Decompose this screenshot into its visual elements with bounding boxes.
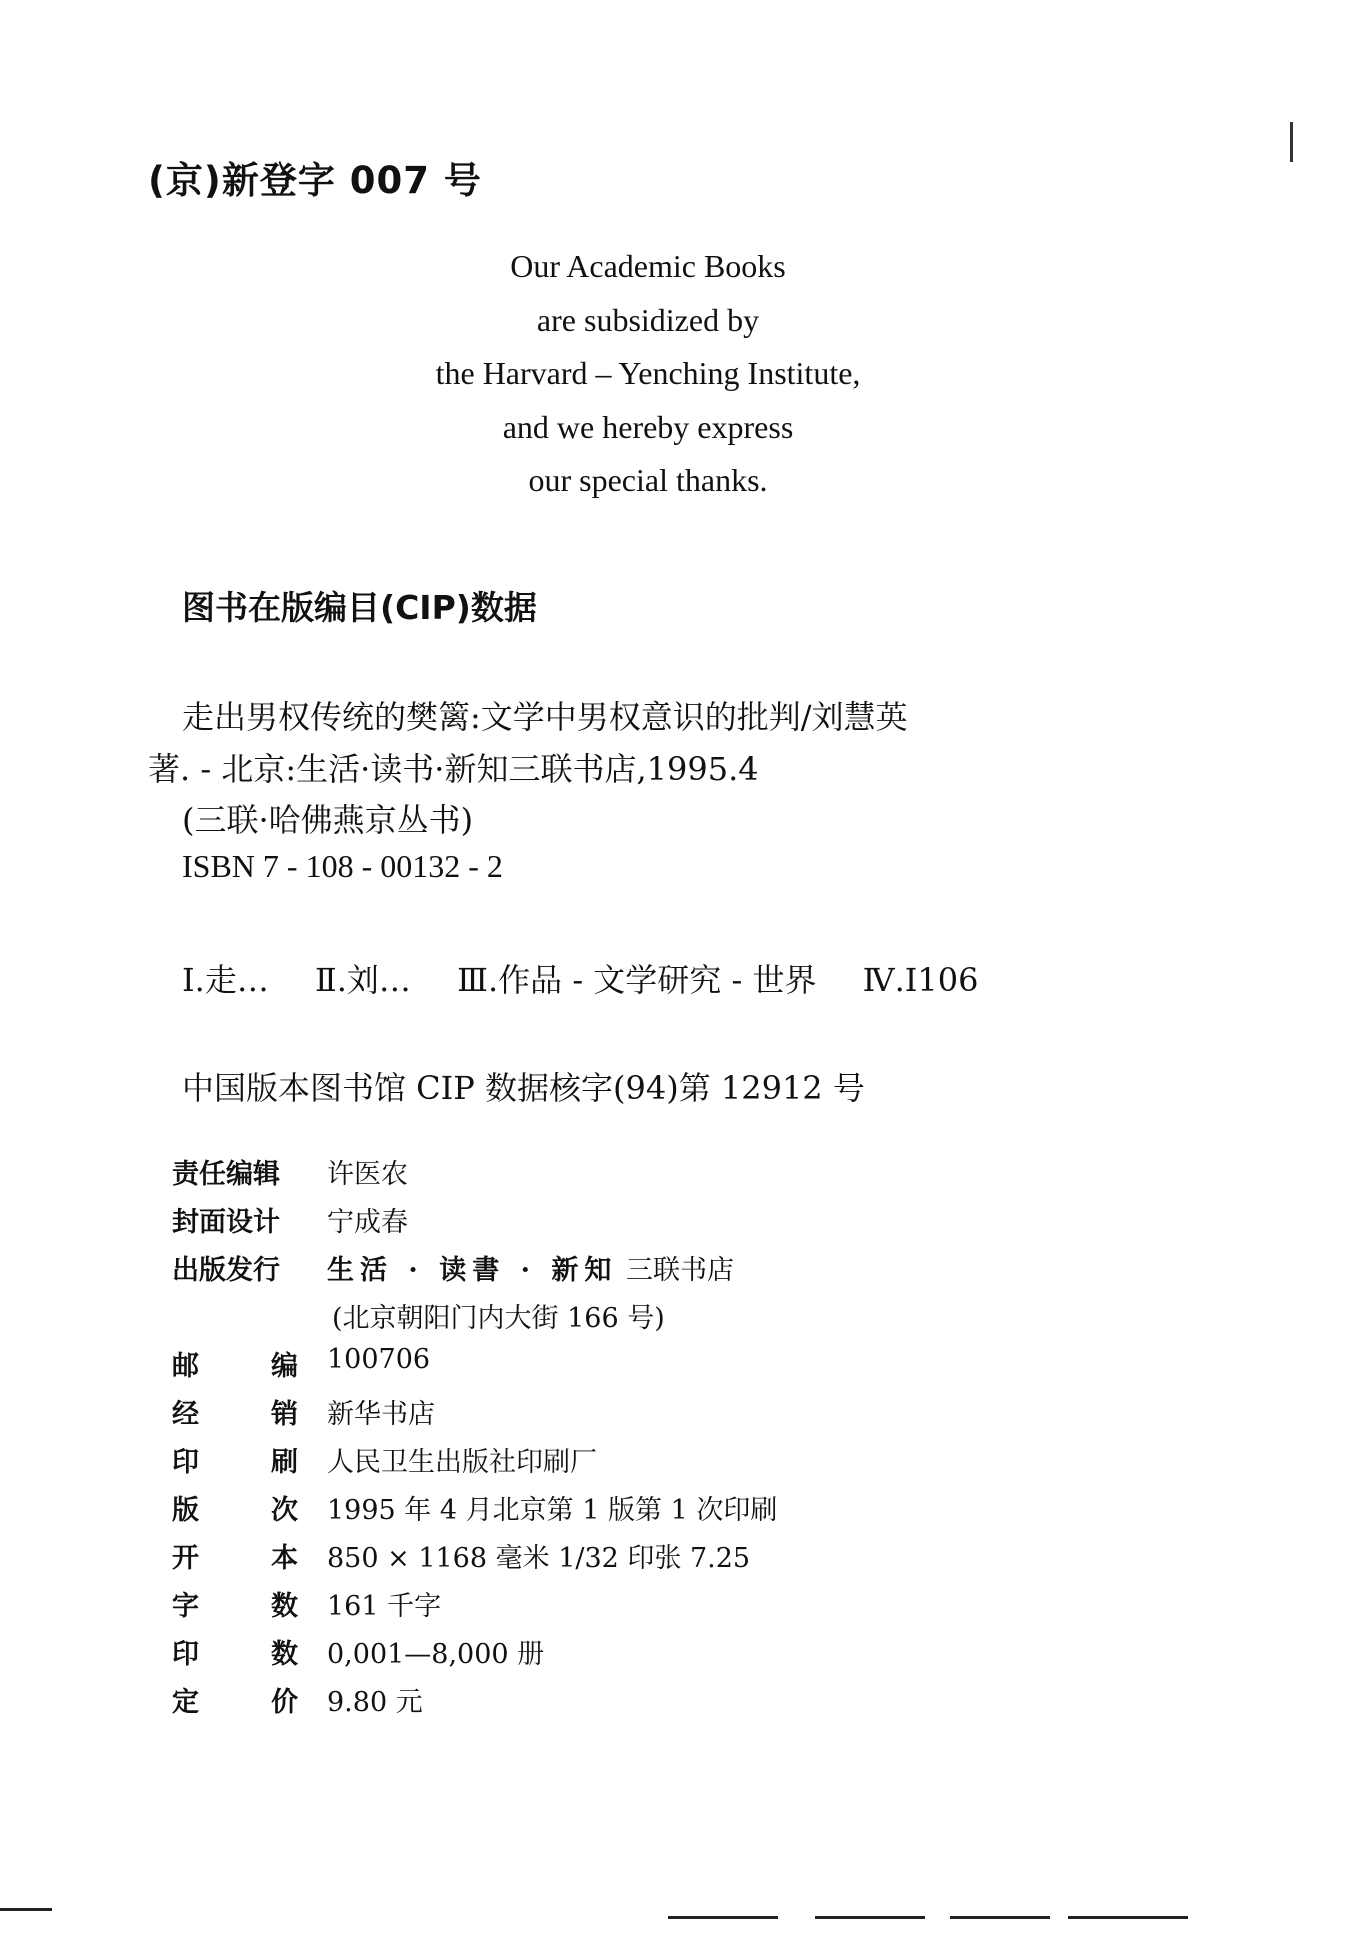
acknowledgement-line: are subsidized by — [536, 301, 760, 338]
acknowledgement-line: and we hereby express — [502, 408, 794, 445]
classification-item: Ⅱ.刘… — [315, 961, 411, 999]
colophon-label: 责任编辑 — [172, 1159, 280, 1190]
colophon-value — [327, 1248, 734, 1287]
cip-heading: 图书在版编目(CIP)数据 — [182, 588, 537, 627]
colophon-value: 0,001—8,000 册 — [327, 1639, 545, 1670]
classification-item: Ⅰ.走… — [182, 961, 269, 999]
corner-mark — [1290, 122, 1299, 162]
colophon-value: 许医农 — [327, 1159, 408, 1190]
colophon-value: 宁成春 — [327, 1207, 408, 1238]
acknowledgement-line: our special thanks. — [528, 462, 768, 498]
publisher-name: 三联书店 — [617, 1255, 734, 1286]
colophon-value: 1995 年 4 月北京第 1 版第 1 次印刷 — [327, 1495, 778, 1526]
scan-artifact-line — [950, 1916, 1050, 1919]
registration-number: (京)新登字 007 号 — [148, 159, 482, 202]
scan-artifact-line — [668, 1916, 778, 1919]
acknowledgement-block — [0, 240, 1296, 508]
colophon-value: 新华书店 — [327, 1399, 435, 1430]
scan-artifact-line — [815, 1916, 925, 1919]
scan-artifact-line — [0, 1908, 52, 1911]
colophon-label: 经 销 — [172, 1399, 298, 1430]
cip-series-line: (三联·哈佛燕京丛书) — [182, 801, 474, 839]
colophon-value: 9.80 元 — [327, 1687, 423, 1718]
colophon-label: 字 数 — [172, 1591, 298, 1622]
colophon-label: 封面设计 — [172, 1207, 280, 1238]
classification-item: Ⅳ.I106 — [862, 961, 979, 999]
colophon-label: 版 次 — [172, 1495, 298, 1526]
acknowledgement-line: the Harvard – Yenching Institute, — [435, 355, 861, 391]
colophon-value: 850 × 1168 毫米 1/32 印张 7.25 — [327, 1543, 751, 1574]
scan-artifact-line — [1068, 1916, 1188, 1919]
cip-classification — [182, 955, 1015, 1001]
colophon-value: 161 千字 — [327, 1591, 442, 1622]
cip-title-line: 走出男权传统的樊篱:文学中男权意识的批判/刘慧英 — [182, 698, 908, 736]
colophon-value: (北京朝阳门内大街 166 号) — [332, 1303, 665, 1334]
colophon-label: 邮 编 — [172, 1351, 298, 1382]
colophon-label: 定 价 — [172, 1687, 298, 1718]
cip-approval-number: 中国版本图书馆 CIP 数据核字(94)第 12912 号 — [182, 1069, 865, 1107]
cip-publisher-line: 著. - 北京:生活·读书·新知三联书店,1995.4 — [148, 750, 759, 788]
colophon-label: 出版发行 — [172, 1255, 280, 1286]
classification-item: Ⅲ.作品 - 文学研究 - 世界 — [457, 961, 817, 999]
publisher-logo-text: 生活 · 读書 · 新知 — [327, 1255, 618, 1286]
colophon-value: 100706 — [327, 1344, 431, 1375]
cip-isbn-line: ISBN 7 - 108 - 00132 - 2 — [182, 848, 503, 884]
colophon-value: 人民卫生出版社印刷厂 — [327, 1447, 597, 1478]
acknowledgement-line: Our Academic Books — [510, 248, 786, 284]
colophon-label: 印 数 — [172, 1639, 298, 1670]
colophon-label: 开 本 — [172, 1543, 298, 1574]
colophon-label: 印 刷 — [172, 1447, 298, 1478]
